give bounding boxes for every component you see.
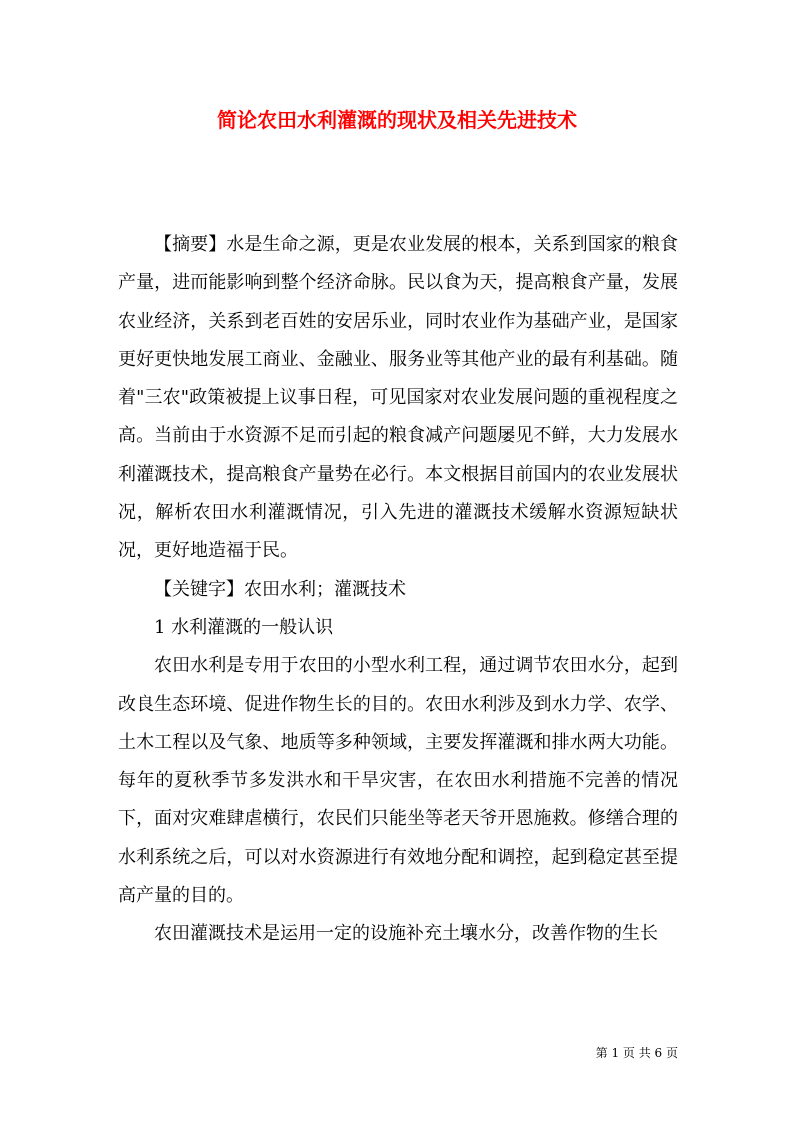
body-paragraph: 农田水利是专用于农田的小型水利工程，通过调节农田水分，起到改良生态环境、促进作物生长的目的。农田水利涉及到水力学、农学、土木工程以及气象、地质等多种领域，主要发挥灌溉和排水两大功能。每年的夏秋季节多发洪水和干旱灾害，在农田水利措施不完善的情况下，面对灾难肆虐横行，农民们只能坐等老天爷开恩施救。修缮合理的水利系统之后，可以对水资源进行有效地分配和调控，起到稳定甚至提高产量的目的。: [118, 655, 678, 907]
document-title: 简论农田水利灌溉的现状及相关先进技术: [217, 108, 577, 132]
section-heading: 1 水利灌溉的一般认识: [154, 616, 334, 638]
keywords-paragraph: 【关键字】农田水利；灌溉技术: [154, 578, 406, 600]
document-body: [118, 226, 678, 954]
page-footer: 第 1 页 共 6 页: [595, 1046, 678, 1060]
abstract-paragraph: 【摘要】水是生命之源，更是农业发展的根本，关系到国家的粮食产量，进而能影响到整个经济命脉。民以食为天，提高粮食产量，发展农业经济，关系到老百姓的安居乐业，同时农业作为基础产业，是国家更好更快地发展工商业、金融业、服务业等其他产业的最有利基础。随着"三农"政策被提上议事日程，可见国家对农业发展问题的重视程度之高。当前由于水资源不足而引起的粮食减产问题屡见不鲜，大力发展水利灌溉技术，提高粮食产量势在必行。本文根据目前国内的农业发展状况，解析农田水利灌溉情况，引入先进的灌溉技术缓解水资源短缺状况，更好地造福于民。: [118, 234, 678, 562]
body-paragraph: 农田灌溉技术是运用一定的设施补充土壤水分，改善作物的生长: [154, 923, 658, 945]
